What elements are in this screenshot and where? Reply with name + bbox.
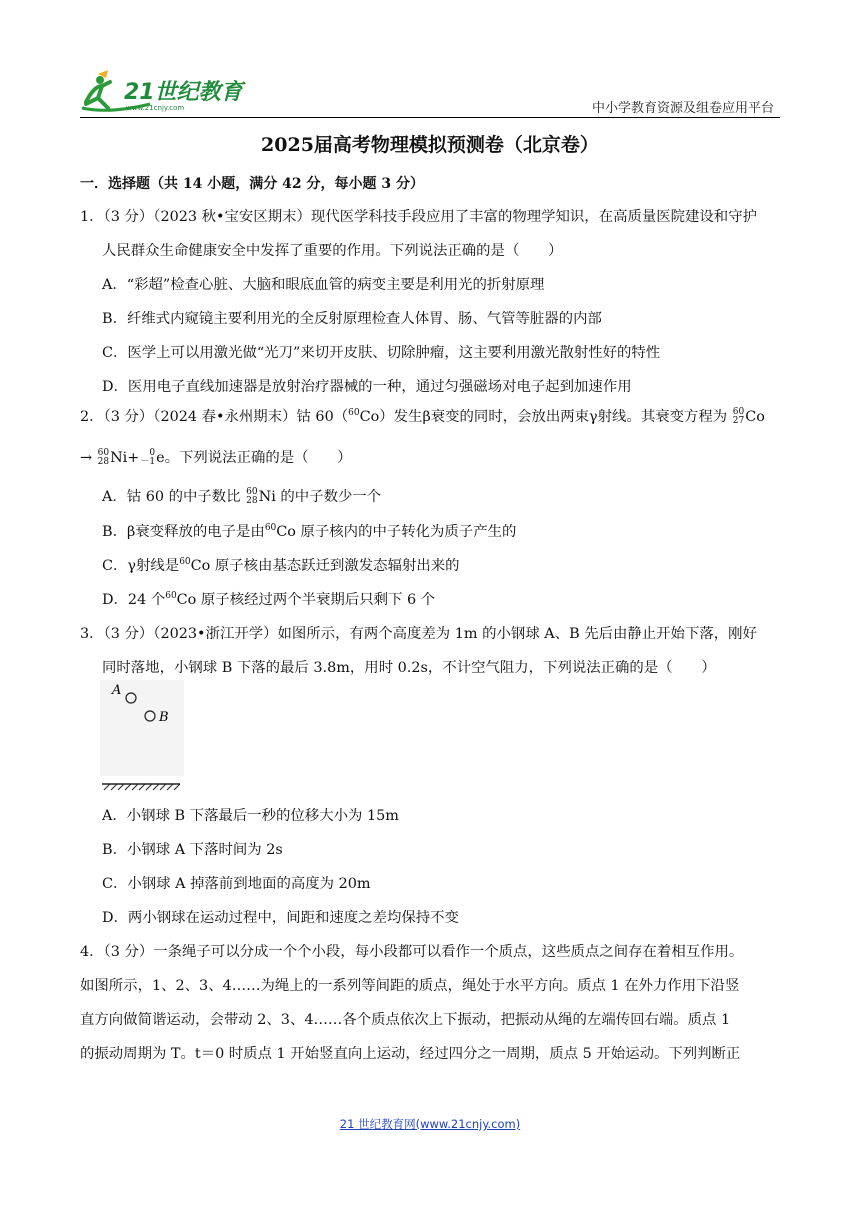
- ball-b-label: B: [159, 710, 169, 725]
- q1-line2: 人民群众生命健康安全中发挥了重要的作用。下列说法正确的是（ ）: [102, 243, 563, 259]
- footer-link[interactable]: 21 世纪教育网(www.21cnjy.com): [339, 1117, 521, 1131]
- q2-option-a: A．钴 60 的中子数比 60 28 Ni 的中子数少一个: [102, 487, 382, 506]
- q3-line1: 3．（3 分）（2023•浙江开学）如图所示，有两个高度差为 1m 的小钢球 A、B 先后由静止开始下落，刚好: [80, 626, 757, 642]
- q1-option-a: A．“彩超”检查心脏、大脑和眼底血管的病变主要是利用光的折射原理: [102, 277, 545, 293]
- falling-balls-figure: [100, 680, 190, 792]
- q1-option-c: C．医学上可以用激光做“光刀”来切开皮肤、切除肿瘤，这主要利用激光散射性好的特性: [102, 345, 661, 361]
- logo: [80, 68, 250, 116]
- q4-line1: 4．（3 分）一条绳子可以分成一个个小段，每小段都可以看作一个质点，这些质点之间存在着相互作用。: [80, 944, 744, 960]
- q4-line4: 的振动周期为 T。t＝0 时质点 1 开始竖直向上运动，经过四分之一周期，质点 5 开始运动。下列判断正: [80, 1046, 741, 1062]
- platform-name: 中小学教育资源及组卷应用平台: [591, 101, 774, 116]
- q2-co-symbol: Co: [745, 409, 765, 425]
- arrow-icon: →: [80, 450, 93, 466]
- ground-hatch-icon: [104, 784, 180, 790]
- q2-mass-60: 60: [348, 408, 360, 419]
- logo-url: www.21cnjy.com: [126, 104, 185, 112]
- q2-option-b: B．β衰变释放的电子是由$^{60}$Co 原子核内的中子转化为质子产生的: [102, 523, 517, 540]
- isotope-co: 60 27: [732, 407, 745, 426]
- q1-option-b: B．纤维式内窥镜主要利用光的全反射原理检查人体胃、肠、气管等脏器的内部: [102, 311, 602, 327]
- section-heading: 一．选择题（共 14 小题，满分 42 分，每小题 3 分）: [80, 176, 424, 192]
- isotope-ni: 60 28: [97, 448, 110, 467]
- logo-text: 21世纪教育: [124, 80, 243, 105]
- q3-option-c: C．小钢球 A 掉落前到地面的高度为 20m: [102, 876, 371, 892]
- q1-line1: 1．（3 分）（2023 秋•宝安区期末）现代医学科技手段应用了丰富的物理学知识，在高质量医院建设和守护: [80, 209, 757, 225]
- isotope-e: 0 －1: [140, 448, 156, 467]
- q2-option-c: C．γ射线是$^{60}$Co 原子核由基态跃迁到激发态辐射出来的: [102, 557, 460, 574]
- q2-text-a: 2．（3 分）（2024 春•永州期末）钴 60（: [80, 409, 349, 425]
- q2-text-c: e。下列说法正确的是（ ）: [156, 450, 352, 466]
- q2-line2: [80, 446, 352, 467]
- q2-option-d: D．24 个$^{60}$Co 原子核经过两个半衰期后只剩下 6 个: [102, 591, 436, 608]
- runner-logo-icon: [80, 68, 250, 116]
- q2-ni: Ni+: [110, 450, 140, 466]
- q2-text-b: Co）发生β衰变的同时，会放出两束γ射线。其衰变方程为: [359, 409, 728, 425]
- q1-option-d: D．医用电子直线加速器是放射治疗器械的一种，通过匀强磁场对电子起到加速作用: [102, 379, 632, 395]
- q3-line2: 同时落地，小钢球 B 下落的最后 3.8m，用时 0.2s，不计空气阻力，下列说法正确的是（ ）: [102, 660, 716, 676]
- q3-option-b: B．小钢球 A 下落时间为 2s: [102, 842, 283, 858]
- page-title: 2025届高考物理模拟预测卷（北京卷）: [261, 134, 599, 156]
- q4-line2: 如图所示，1、2、3、4……为绳上的一系列等间距的质点，绳处于水平方向。质点 1 在外力作用下沿竖: [80, 978, 740, 994]
- q4-line3: 直方向做简谐运动，会带动 2、3、4……各个质点依次上下振动，把振动从绳的左端传回右端。质点 1: [80, 1012, 731, 1028]
- q3-option-d: D．两小钢球在运动过程中，间距和速度之差均保持不变: [102, 910, 459, 926]
- q3-option-a: A．小钢球 B 下落最后一秒的位移大小为 15m: [102, 808, 399, 824]
- header-divider: [80, 117, 780, 118]
- q2-line1: [80, 405, 765, 426]
- ball-a-label: A: [112, 683, 122, 698]
